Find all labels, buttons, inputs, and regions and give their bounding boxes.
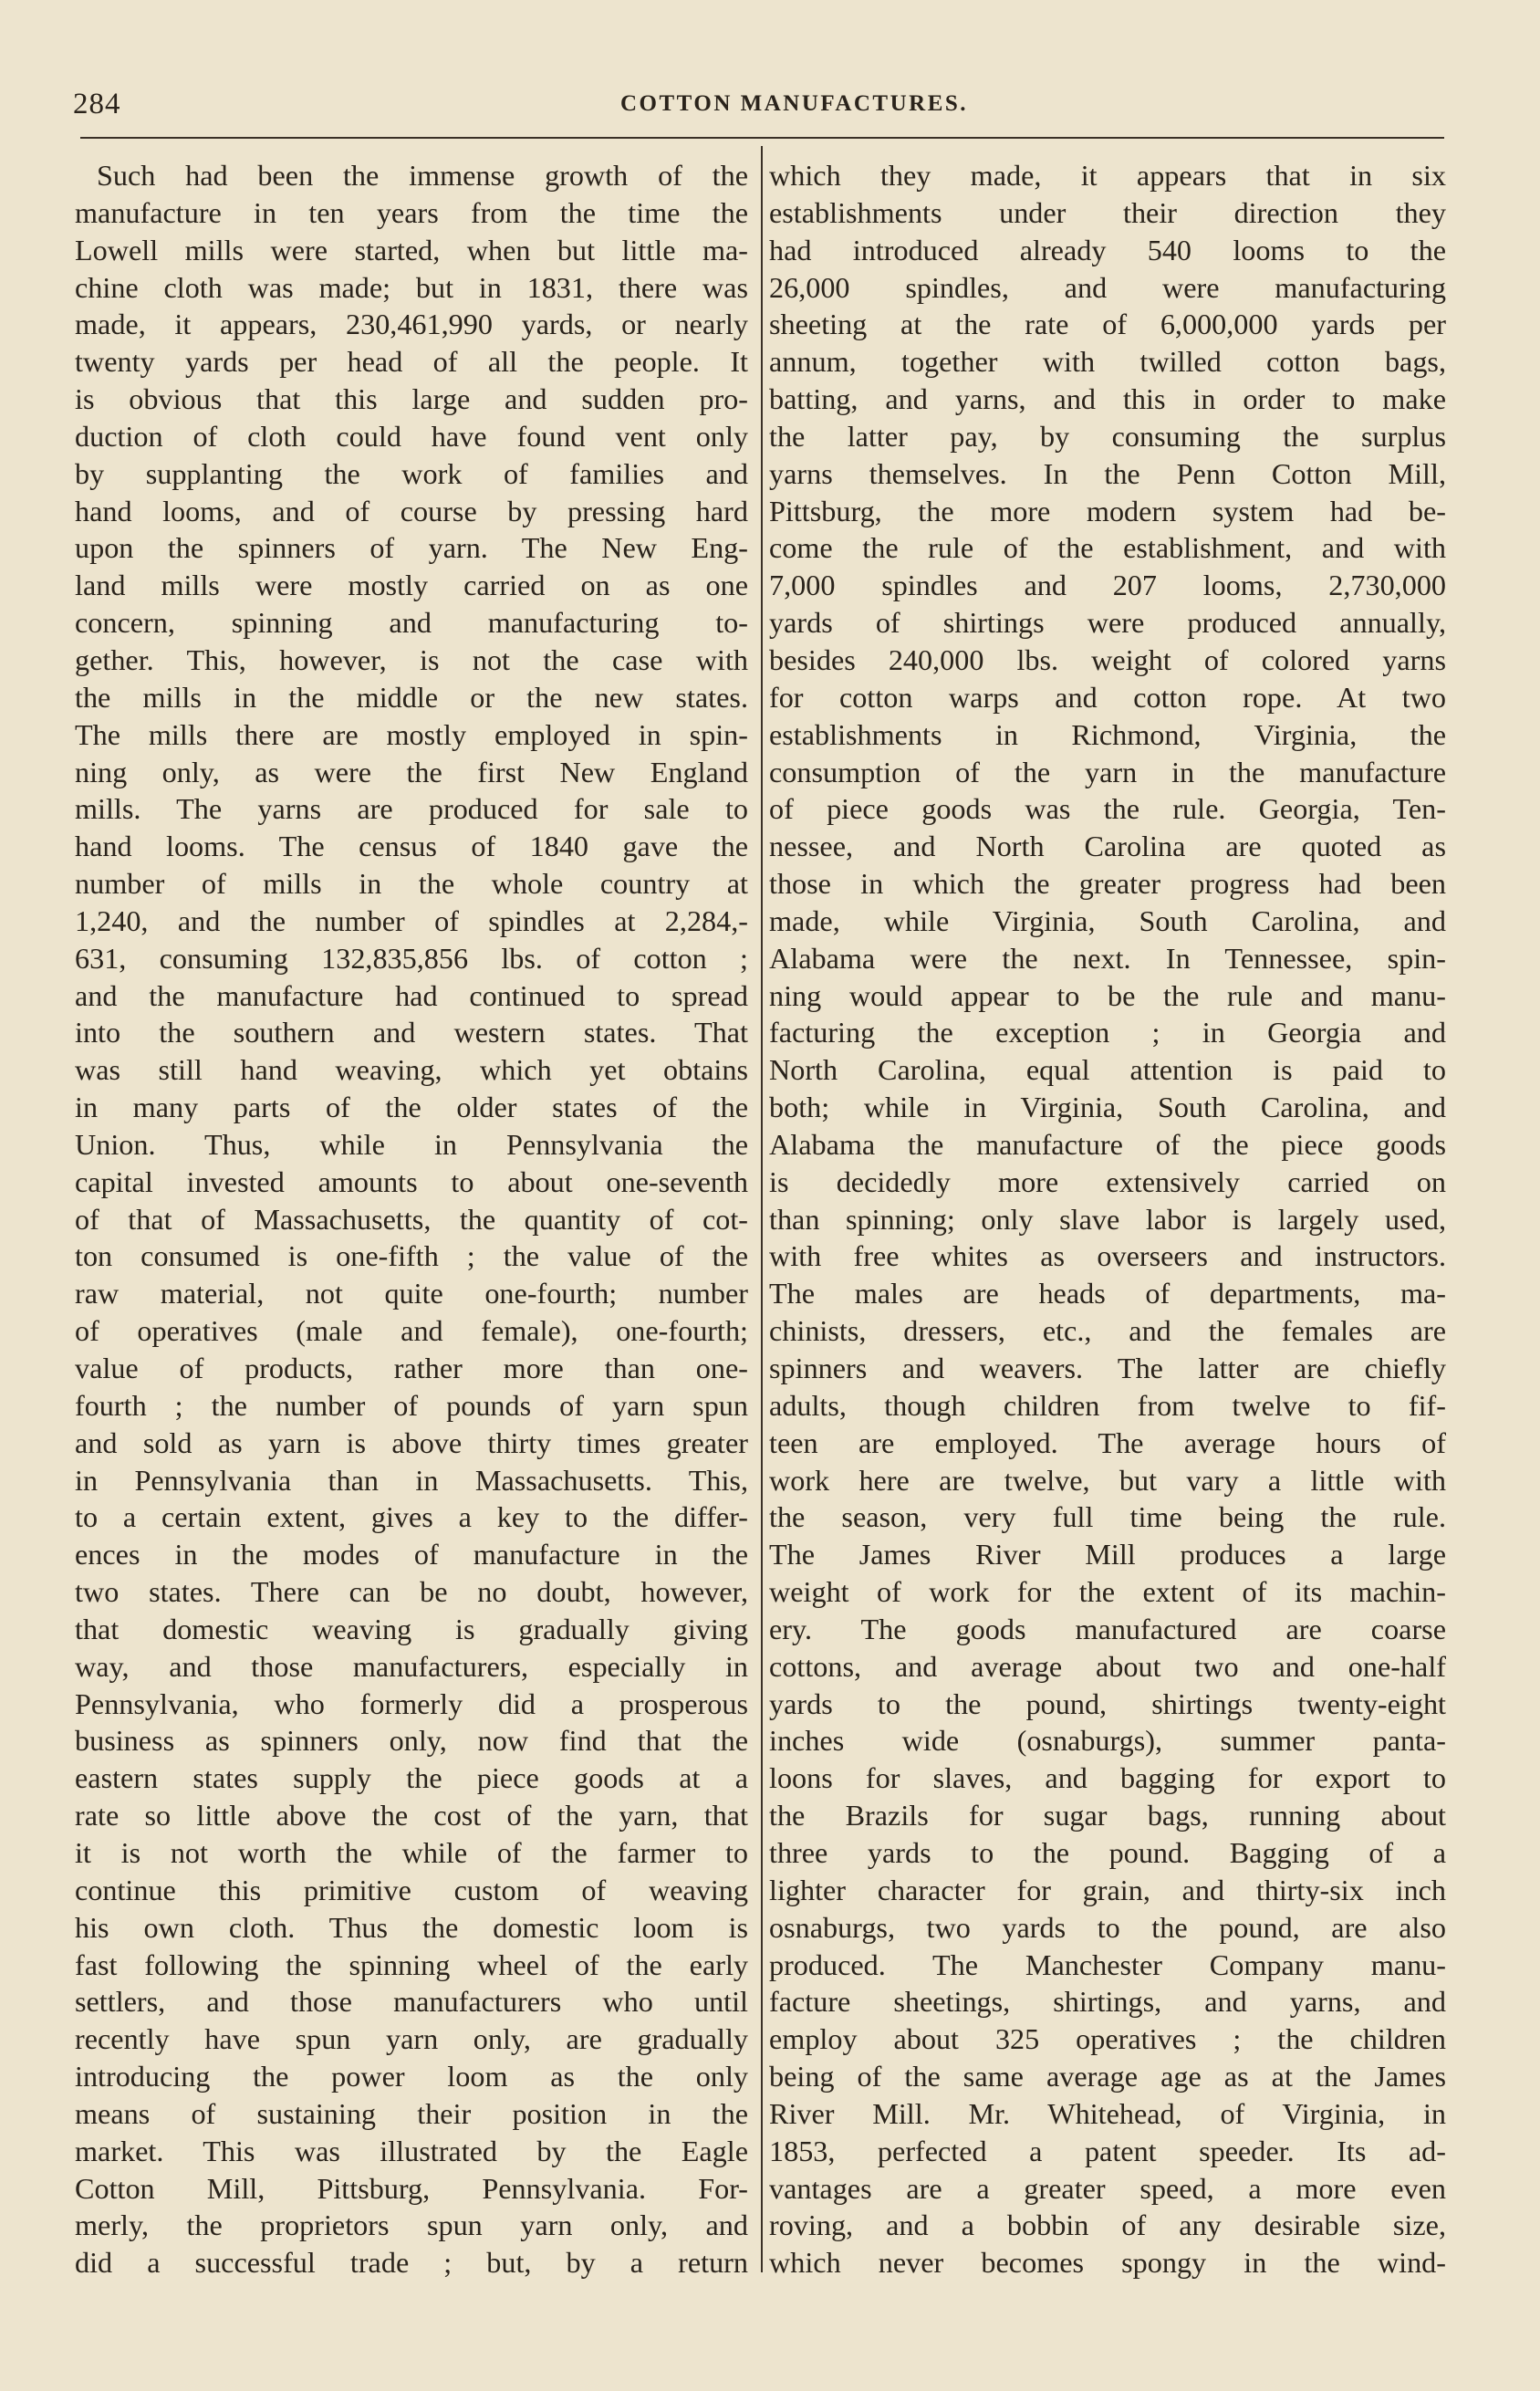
text-line: capital invested amounts to about one-seventh	[75, 1164, 748, 1198]
text-line: was still hand weaving, which yet obtains	[75, 1053, 748, 1087]
text-line: yarns themselves. In the Penn Cotton Mill,	[769, 456, 1446, 490]
text-line: eastern states supply the piece goods at a	[75, 1761, 748, 1795]
text-line: The mills there are mostly employed in spin-	[75, 717, 748, 751]
text-line: land mills were mostly carried on as one	[75, 569, 748, 602]
text-line: work here are twelve, but vary a little with	[769, 1463, 1446, 1497]
text-line: mills. The yarns are produced for sale to	[75, 792, 748, 826]
text-line: made, while Virginia, South Carolina, and	[769, 903, 1446, 937]
page-number: 284	[73, 88, 121, 120]
text-line: ences in the modes of manufacture in the	[75, 1538, 748, 1571]
text-line: hand looms, and of course by pressing hard	[75, 494, 748, 527]
text-line: and sold as yarn is above thirty times greater	[75, 1425, 748, 1459]
text-line: Alabama were the next. In Tennessee, spin-	[769, 941, 1446, 975]
text-line: manufacture in ten years from the time the	[75, 195, 748, 229]
text-line: Lowell mills were started, when but little ma-	[75, 233, 748, 266]
text-line: consumption of the yarn in the manufacture	[769, 755, 1446, 788]
text-line: upon the spinners of yarn. The New Eng-	[75, 531, 748, 565]
text-line: North Carolina, equal attention is paid to	[769, 1053, 1446, 1087]
text-line: in Pennsylvania than in Massachusetts. This,	[75, 1463, 748, 1497]
text-line: way, and those manufacturers, especially in	[75, 1649, 748, 1683]
text-line: the Brazils for sugar bags, running about	[769, 1799, 1446, 1832]
text-line: which they made, it appears that in six	[769, 159, 1446, 192]
text-line: of operatives (male and female), one-fourth;	[75, 1314, 748, 1348]
text-line: nessee, and North Carolina are quoted as	[769, 830, 1446, 863]
text-line: the latter pay, by consuming the surplus	[769, 419, 1446, 453]
text-line: establishments in Richmond, Virginia, the	[769, 717, 1446, 751]
text-line: in many parts of the older states of the	[75, 1091, 748, 1124]
text-line: fast following the spinning wheel of the early	[75, 1947, 748, 1981]
text-line: number of mills in the whole country at	[75, 867, 748, 901]
text-line: is obvious that this large and sudden pro-	[75, 382, 748, 416]
text-line: River Mill. Mr. Whitehead, of Virginia, in	[769, 2096, 1446, 2130]
page-header	[73, 88, 1441, 124]
text-line: it is not worth the while of the farmer to	[75, 1835, 748, 1869]
text-line: fourth ; the number of pounds of yarn spun	[75, 1388, 748, 1422]
text-line: 1,240, and the number of spindles at 2,284,-	[75, 903, 748, 937]
text-line: his own cloth. Thus the domestic loom is	[75, 1910, 748, 1944]
text-line: merly, the proprietors spun yarn only, and	[75, 2208, 748, 2242]
text-line: employ about 325 operatives ; the children	[769, 2022, 1446, 2056]
text-line: inches wide (osnaburgs), summer panta-	[769, 1724, 1446, 1758]
text-line: osnaburgs, two yards to the pound, are also	[769, 1910, 1446, 1944]
text-line: market. This was illustrated by the Eagle	[75, 2134, 748, 2167]
text-line: and the manufacture had continued to spread	[75, 978, 748, 1012]
text-line: 1853, perfected a patent speeder. Its ad-	[769, 2134, 1446, 2167]
header-rule	[80, 137, 1444, 139]
text-line: gether. This, however, is not the case with	[75, 642, 748, 676]
text-line: introducing the power loom as the only	[75, 2060, 748, 2093]
text-line: ery. The goods manufactured are coarse	[769, 1612, 1446, 1645]
text-line: Union. Thus, while in Pennsylvania the	[75, 1127, 748, 1161]
text-line: adults, though children from twelve to fif-	[769, 1388, 1446, 1422]
text-line: raw material, not quite one-fourth; number	[75, 1277, 748, 1310]
text-line: Pennsylvania, who formerly did a prosperous	[75, 1686, 748, 1720]
text-line: roving, and a bobbin of any desirable size,	[769, 2208, 1446, 2242]
text-line: facture sheetings, shirtings, and yarns, and	[769, 1985, 1446, 2019]
text-line: chinists, dressers, etc., and the females are	[769, 1314, 1446, 1348]
text-line: 26,000 spindles, and were manufacturing	[769, 270, 1446, 304]
text-line: Such had been the immense growth of the	[97, 159, 748, 192]
text-line: vantages are a greater speed, a more even	[769, 2171, 1446, 2205]
text-line: by supplanting the work of families and	[75, 456, 748, 490]
text-line: of piece goods was the rule. Georgia, Ten-	[769, 792, 1446, 826]
text-line: did a successful trade ; but, by a return	[75, 2246, 748, 2280]
text-line: ton consumed is one-fifth ; the value of the	[75, 1239, 748, 1273]
right-column	[769, 157, 1446, 2281]
text-line: being of the same average age as at the James	[769, 2060, 1446, 2093]
text-line: spinners and weavers. The latter are chiefly	[769, 1352, 1446, 1384]
text-line: ning would appear to be the rule and manu-	[769, 978, 1446, 1012]
text-line: had introduced already 540 looms to the	[769, 233, 1446, 266]
text-line: besides 240,000 lbs. weight of colored yarns	[769, 642, 1446, 676]
text-line: The James River Mill produces a large	[769, 1538, 1446, 1571]
text-line: those in which the greater progress had been	[769, 867, 1446, 901]
text-line: means of sustaining their position in the	[75, 2096, 748, 2130]
text-line: twenty yards per head of all the people. It	[75, 345, 748, 379]
text-line: Cotton Mill, Pittsburg, Pennsylvania. For-	[75, 2171, 748, 2205]
text-line: than spinning; only slave labor is largely used,	[769, 1202, 1446, 1236]
text-line: teen are employed. The average hours of	[769, 1425, 1446, 1459]
text-line: establishments under their direction they	[769, 195, 1446, 229]
text-line: recently have spun yarn only, are gradually	[75, 2022, 748, 2056]
text-line: come the rule of the establishment, and with	[769, 531, 1446, 565]
text-line: chine cloth was made; but in 1831, there was	[75, 270, 748, 304]
text-line: the season, very full time being the rule.	[769, 1500, 1446, 1534]
text-line: weight of work for the extent of its machin-	[769, 1575, 1446, 1609]
text-line: is decidedly more extensively carried on	[769, 1164, 1446, 1198]
text-line: value of products, rather more than one-	[75, 1352, 748, 1384]
text-line: batting, and yarns, and this in order to make	[769, 382, 1446, 416]
text-line: three yards to the pound. Bagging of a	[769, 1835, 1446, 1869]
text-line: that domestic weaving is gradually giving	[75, 1612, 748, 1645]
text-line: yards of shirtings were produced annually,	[769, 606, 1446, 640]
text-line: business as spinners only, now find that the	[75, 1724, 748, 1758]
text-line: the mills in the middle or the new states.	[75, 680, 748, 714]
text-line: The males are heads of departments, ma-	[769, 1277, 1446, 1310]
text-line: with free whites as overseers and instructors.	[769, 1239, 1446, 1273]
text-line: annum, together with twilled cotton bags,	[769, 345, 1446, 379]
text-line: into the southern and western states. That	[75, 1016, 748, 1049]
text-line: duction of cloth could have found vent only	[75, 419, 748, 453]
text-line: two states. There can be no doubt, however,	[75, 1575, 748, 1609]
text-line: both; while in Virginia, South Carolina, and	[769, 1091, 1446, 1124]
running-head: COTTON MANUFACTURES.	[620, 91, 969, 116]
text-line: cottons, and average about two and one-half	[769, 1649, 1446, 1683]
text-line: sheeting at the rate of 6,000,000 yards per	[769, 308, 1446, 341]
text-line: which never becomes spongy in the wind-	[769, 2246, 1446, 2280]
text-line: concern, spinning and manufacturing to-	[75, 606, 748, 640]
text-line: rate so little above the cost of the yarn, that	[75, 1799, 748, 1832]
text-line: ning only, as were the first New England	[75, 755, 748, 788]
text-line: 7,000 spindles and 207 looms, 2,730,000	[769, 569, 1446, 602]
left-column	[75, 157, 748, 2281]
text-line: produced. The Manchester Company manu-	[769, 1947, 1446, 1981]
column-rule	[761, 146, 763, 2272]
text-line: Pittsburg, the more modern system had be-	[769, 494, 1446, 527]
text-line: loons for slaves, and bagging for export to	[769, 1761, 1446, 1795]
text-line: Alabama the manufacture of the piece goods	[769, 1127, 1446, 1161]
text-line: continue this primitive custom of weaving	[75, 1873, 748, 1906]
text-line: made, it appears, 230,461,990 yards, or nearly	[75, 308, 748, 341]
text-line: settlers, and those manufacturers who until	[75, 1985, 748, 2019]
text-line: 631, consuming 132,835,856 lbs. of cotton ;	[75, 941, 748, 975]
text-line: hand looms. The census of 1840 gave the	[75, 830, 748, 863]
text-line: for cotton warps and cotton rope. At two	[769, 680, 1446, 714]
text-line: facturing the exception ; in Georgia and	[769, 1016, 1446, 1049]
text-line: of that of Massachusetts, the quantity of cot-	[75, 1202, 748, 1236]
text-line: yards to the pound, shirtings twenty-eight	[769, 1686, 1446, 1720]
text-line: to a certain extent, gives a key to the differ-	[75, 1500, 748, 1534]
text-line: lighter character for grain, and thirty-six inch	[769, 1873, 1446, 1906]
